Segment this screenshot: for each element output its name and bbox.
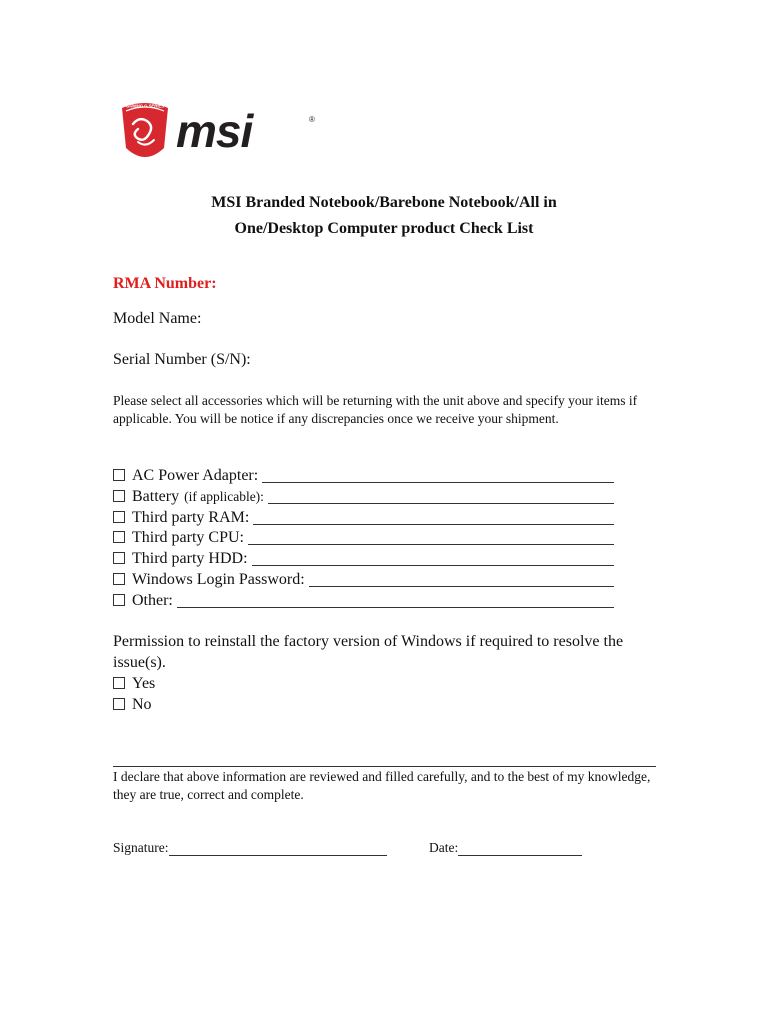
msi-logo [118, 98, 322, 166]
accessory-label: AC Power Adapter: [132, 467, 259, 484]
checkbox[interactable] [113, 698, 125, 710]
declaration-divider [113, 766, 656, 767]
accessory-label: Third party RAM: [132, 509, 250, 526]
msi-wordmark: msi [176, 105, 253, 157]
permission-question: Permission to reinstall the factory version of Windows if required to resolve the issue(s). [113, 633, 624, 671]
checkbox[interactable] [113, 469, 125, 481]
permission-option-no [113, 694, 152, 714]
instructions-text: Please select all accessories which will be returning with the unit above and specify your items if applicable. You will be notice if any discrepancies once we receive your shipment. [113, 393, 638, 426]
rma-number-label: RMA Number: [113, 275, 217, 292]
accessory-label: Windows Login Password: [132, 571, 305, 588]
accessory-label: Third party CPU: [132, 529, 244, 546]
date-line[interactable] [458, 840, 582, 856]
document-title-line-2: One/Desktop Computer product Check List [234, 220, 534, 237]
blank-line[interactable] [248, 544, 614, 545]
signature-label: Signature: [113, 840, 169, 855]
accessory-row-battery [113, 486, 614, 506]
accessory-label: Battery [132, 488, 180, 505]
checkbox[interactable] [113, 552, 125, 564]
accessory-row-windows-password [113, 569, 614, 589]
accessory-label: Other: [132, 592, 173, 609]
checkbox[interactable] [113, 594, 125, 606]
signature-field [113, 840, 387, 856]
blank-line[interactable] [253, 524, 614, 525]
accessory-row-ac-adapter [113, 465, 614, 485]
badge-text: GAMING G SERIES [125, 103, 165, 109]
accessory-row-cpu [113, 527, 614, 547]
accessory-note: (if applicable): [184, 489, 264, 504]
gaming-series-shield-icon [122, 103, 168, 157]
permission-option-yes [113, 673, 155, 693]
accessory-row-hdd [113, 548, 614, 568]
trademark-symbol: ® [309, 115, 315, 124]
blank-line[interactable] [309, 586, 614, 587]
blank-line[interactable] [262, 482, 614, 483]
option-label: No [132, 696, 152, 713]
signature-line[interactable] [169, 840, 387, 856]
model-name-label: Model Name: [113, 310, 202, 327]
checkbox[interactable] [113, 573, 125, 585]
accessory-row-ram [113, 507, 614, 527]
date-field [429, 840, 582, 856]
document-title-line-1: MSI Branded Notebook/Barebone Notebook/All in [211, 194, 557, 211]
blank-line[interactable] [177, 607, 614, 608]
checkbox[interactable] [113, 490, 125, 502]
serial-number-label: Serial Number (S/N): [113, 351, 251, 368]
blank-line[interactable] [252, 565, 614, 566]
accessory-label: Third party HDD: [132, 550, 248, 567]
option-label: Yes [132, 675, 156, 692]
checkbox[interactable] [113, 531, 125, 543]
checkbox[interactable] [113, 511, 125, 523]
blank-line[interactable] [268, 503, 614, 504]
checkbox[interactable] [113, 677, 125, 689]
accessory-row-other [113, 590, 614, 610]
date-label: Date: [429, 840, 459, 855]
declaration-text: I declare that above information are reviewed and filled carefully, and to the best of my knowledge, they are true, correct and complete. [113, 769, 651, 802]
